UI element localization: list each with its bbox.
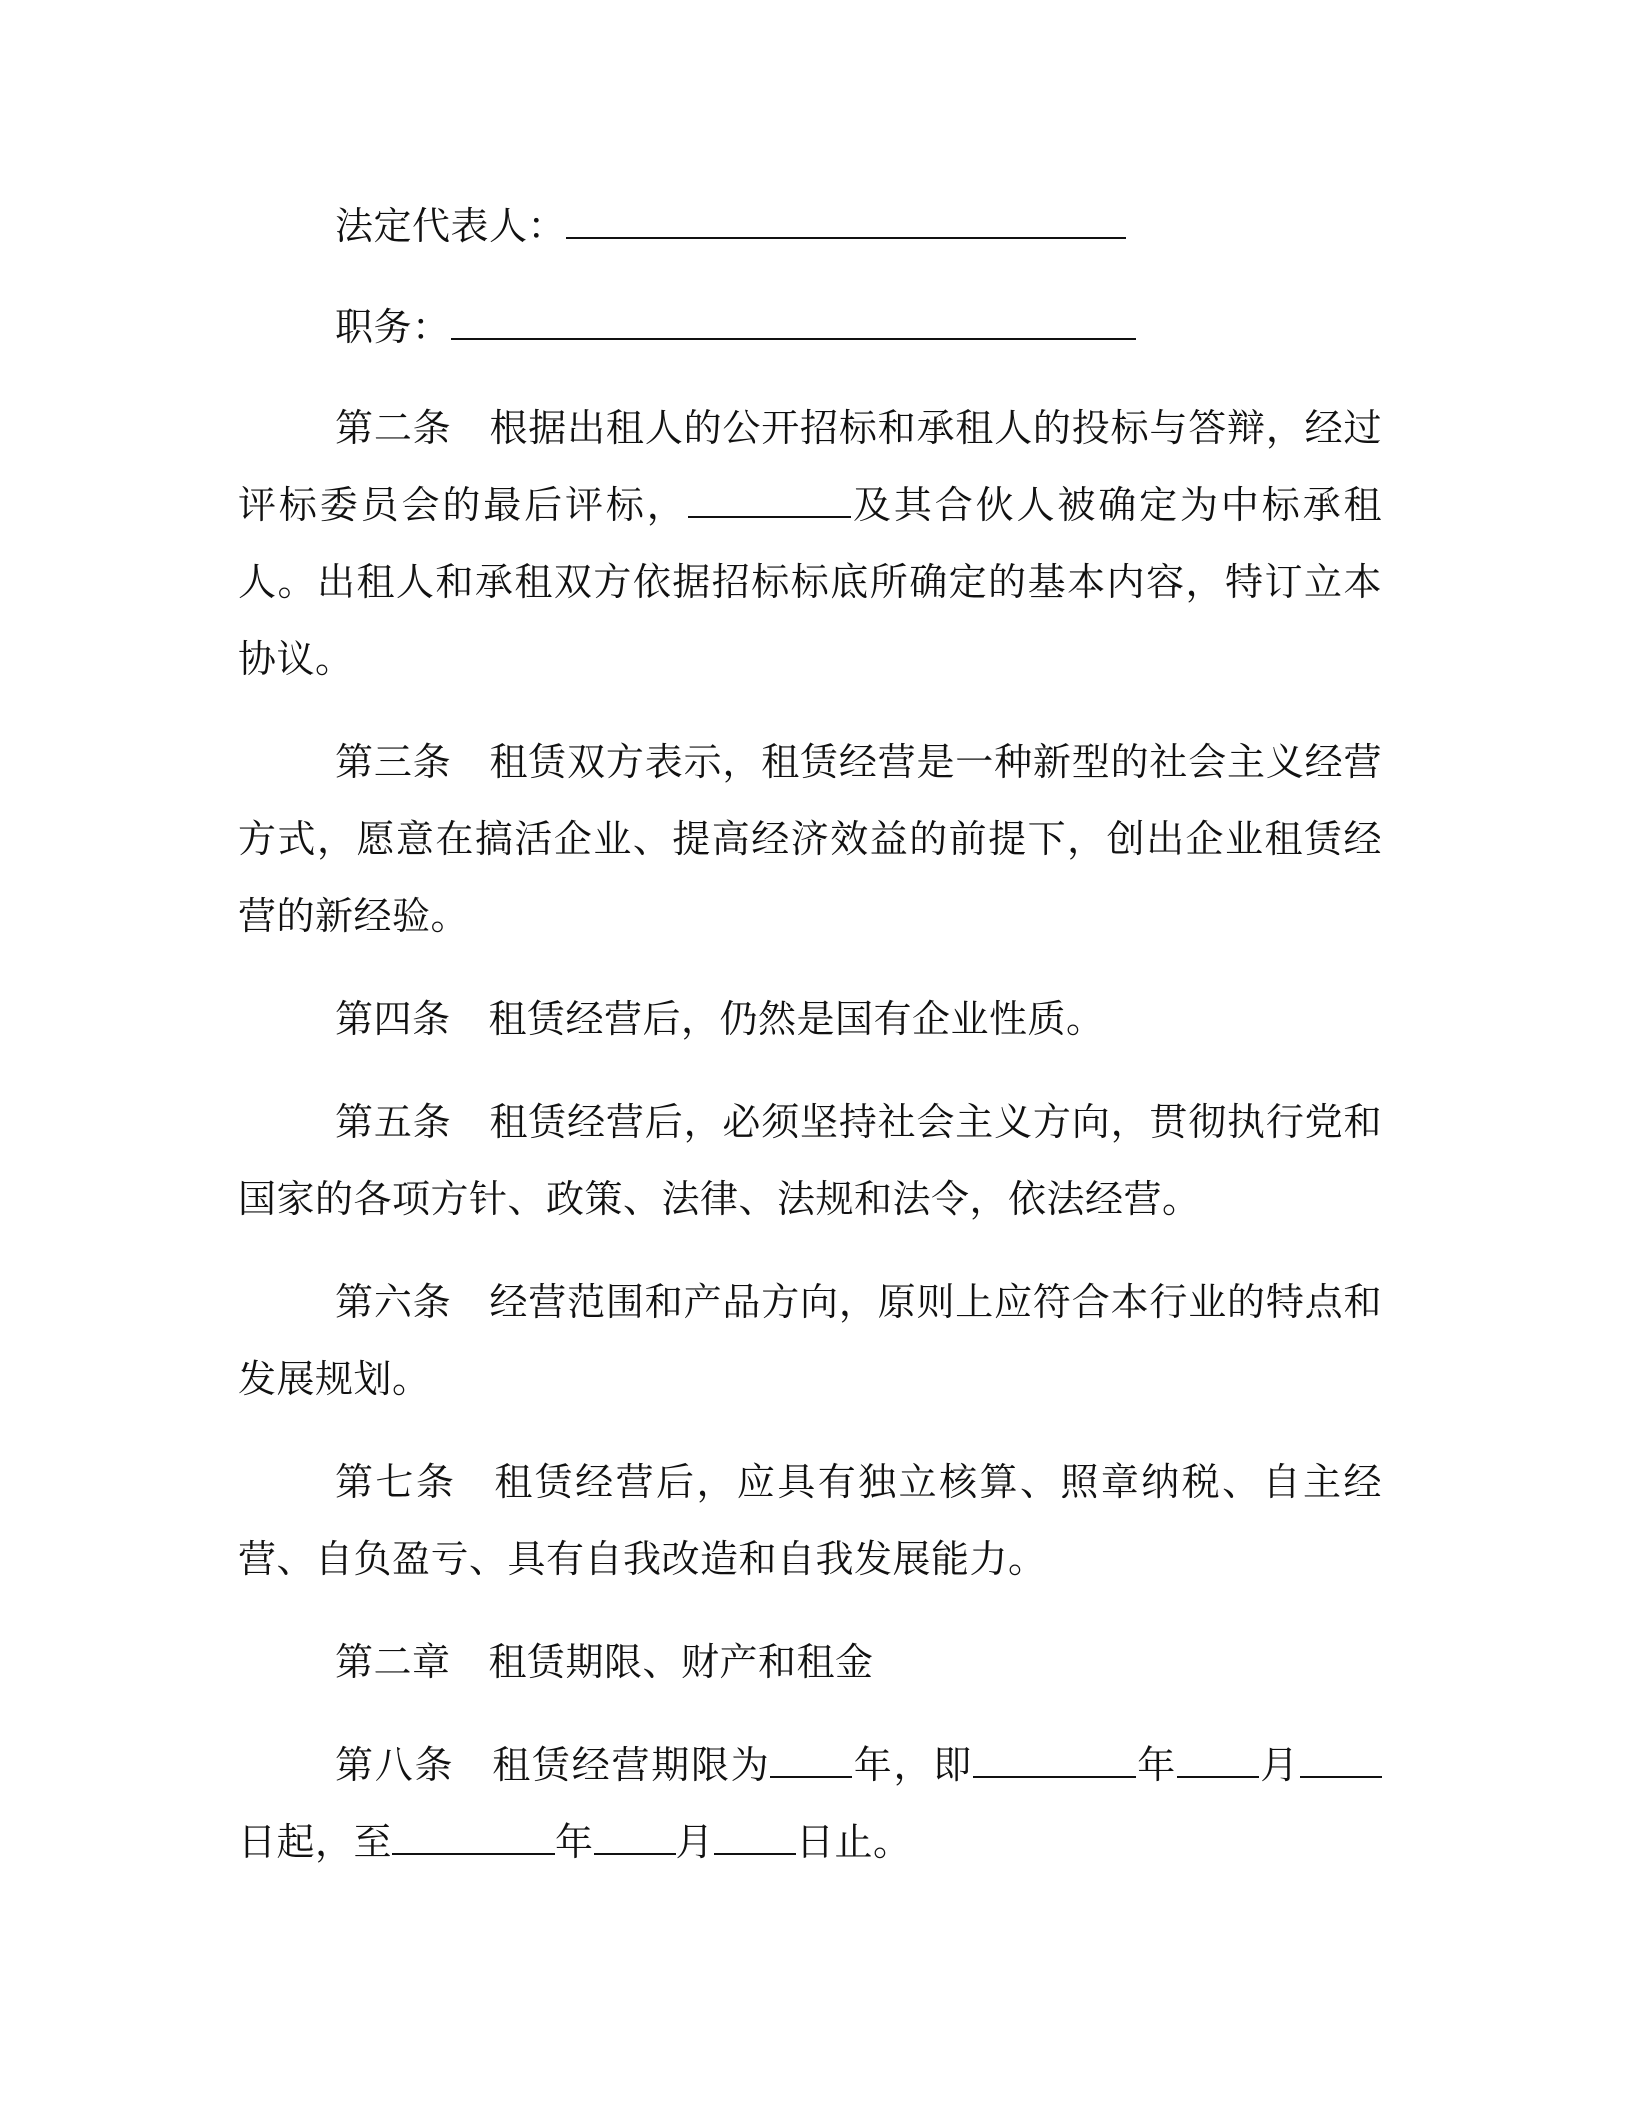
chapter-number: 第二章	[335, 1640, 451, 1684]
legal-representative-blank	[566, 207, 1126, 239]
end-month-blank	[594, 1823, 676, 1855]
article-text: 租赁双方表示，租赁经营是一种新型的社会主义经营方式，愿意在搞活企业、提高经济效益的前提下，创出企业租赁经营的新经验。	[238, 740, 1382, 938]
article-6	[238, 1264, 1382, 1418]
article-text: 日起，至	[238, 1820, 393, 1864]
article-text: 租赁经营期限为	[492, 1743, 771, 1787]
article-text: 租赁经营后，应具有独立核算、照章纳税、自主经营、自负盈亏、具有自我改造和自我发展能力。	[238, 1460, 1382, 1581]
chapter-title: 租赁期限、财产和租金	[488, 1640, 874, 1684]
position-line	[238, 289, 1382, 366]
article-text: 租赁经营后，必须坚持社会主义方向，贯彻执行党和国家的各项方针、政策、法律、法规和法令，依法经营。	[238, 1100, 1382, 1221]
end-year-blank	[392, 1823, 555, 1855]
article-text: 年	[1135, 1743, 1177, 1787]
document-body	[238, 188, 1382, 1907]
lessee-name-blank	[688, 486, 851, 518]
article-text: 月	[675, 1820, 715, 1864]
legal-representative-label: 法定代表人：	[335, 204, 567, 248]
article-text: 年，即	[852, 1743, 973, 1787]
lease-years-blank	[770, 1746, 852, 1778]
position-label: 职务：	[335, 305, 451, 349]
start-year-blank	[973, 1746, 1136, 1778]
article-4	[238, 981, 1382, 1058]
article-2	[238, 390, 1382, 698]
article-5	[238, 1084, 1382, 1238]
article-7	[238, 1444, 1382, 1598]
start-month-blank	[1177, 1746, 1259, 1778]
position-blank	[451, 308, 1136, 340]
article-text: 及其合伙人被确定为中标承租人。出租人和承租双方依据招标标底所确定的基本内容，特订立本协议。	[238, 483, 1382, 681]
chapter-heading	[238, 1624, 1382, 1701]
end-day-blank	[714, 1823, 796, 1855]
article-3	[238, 724, 1382, 955]
article-text: 日止。	[796, 1820, 912, 1864]
article-text: 租赁经营后，仍然是国有企业性质。	[488, 997, 1105, 1041]
legal-representative-line	[238, 188, 1382, 265]
article-number: 第五条	[335, 1100, 452, 1144]
article-text: 经营范围和产品方向，原则上应符合本行业的特点和发展规划。	[238, 1280, 1382, 1401]
article-number: 第七条	[335, 1460, 457, 1504]
article-number: 第二条	[335, 406, 452, 450]
article-number: 第六条	[335, 1280, 452, 1324]
article-number: 第四条	[335, 997, 451, 1041]
article-text: 根据出租人的公开招标和承租人的投标与答辩，经过评标委员会的最后评标，	[238, 406, 1382, 527]
start-day-blank	[1300, 1746, 1382, 1778]
article-text: 月	[1258, 1743, 1300, 1787]
article-text: 年	[555, 1820, 594, 1864]
article-8	[238, 1727, 1382, 1881]
article-number: 第三条	[335, 740, 452, 784]
article-number: 第八条	[335, 1743, 455, 1787]
